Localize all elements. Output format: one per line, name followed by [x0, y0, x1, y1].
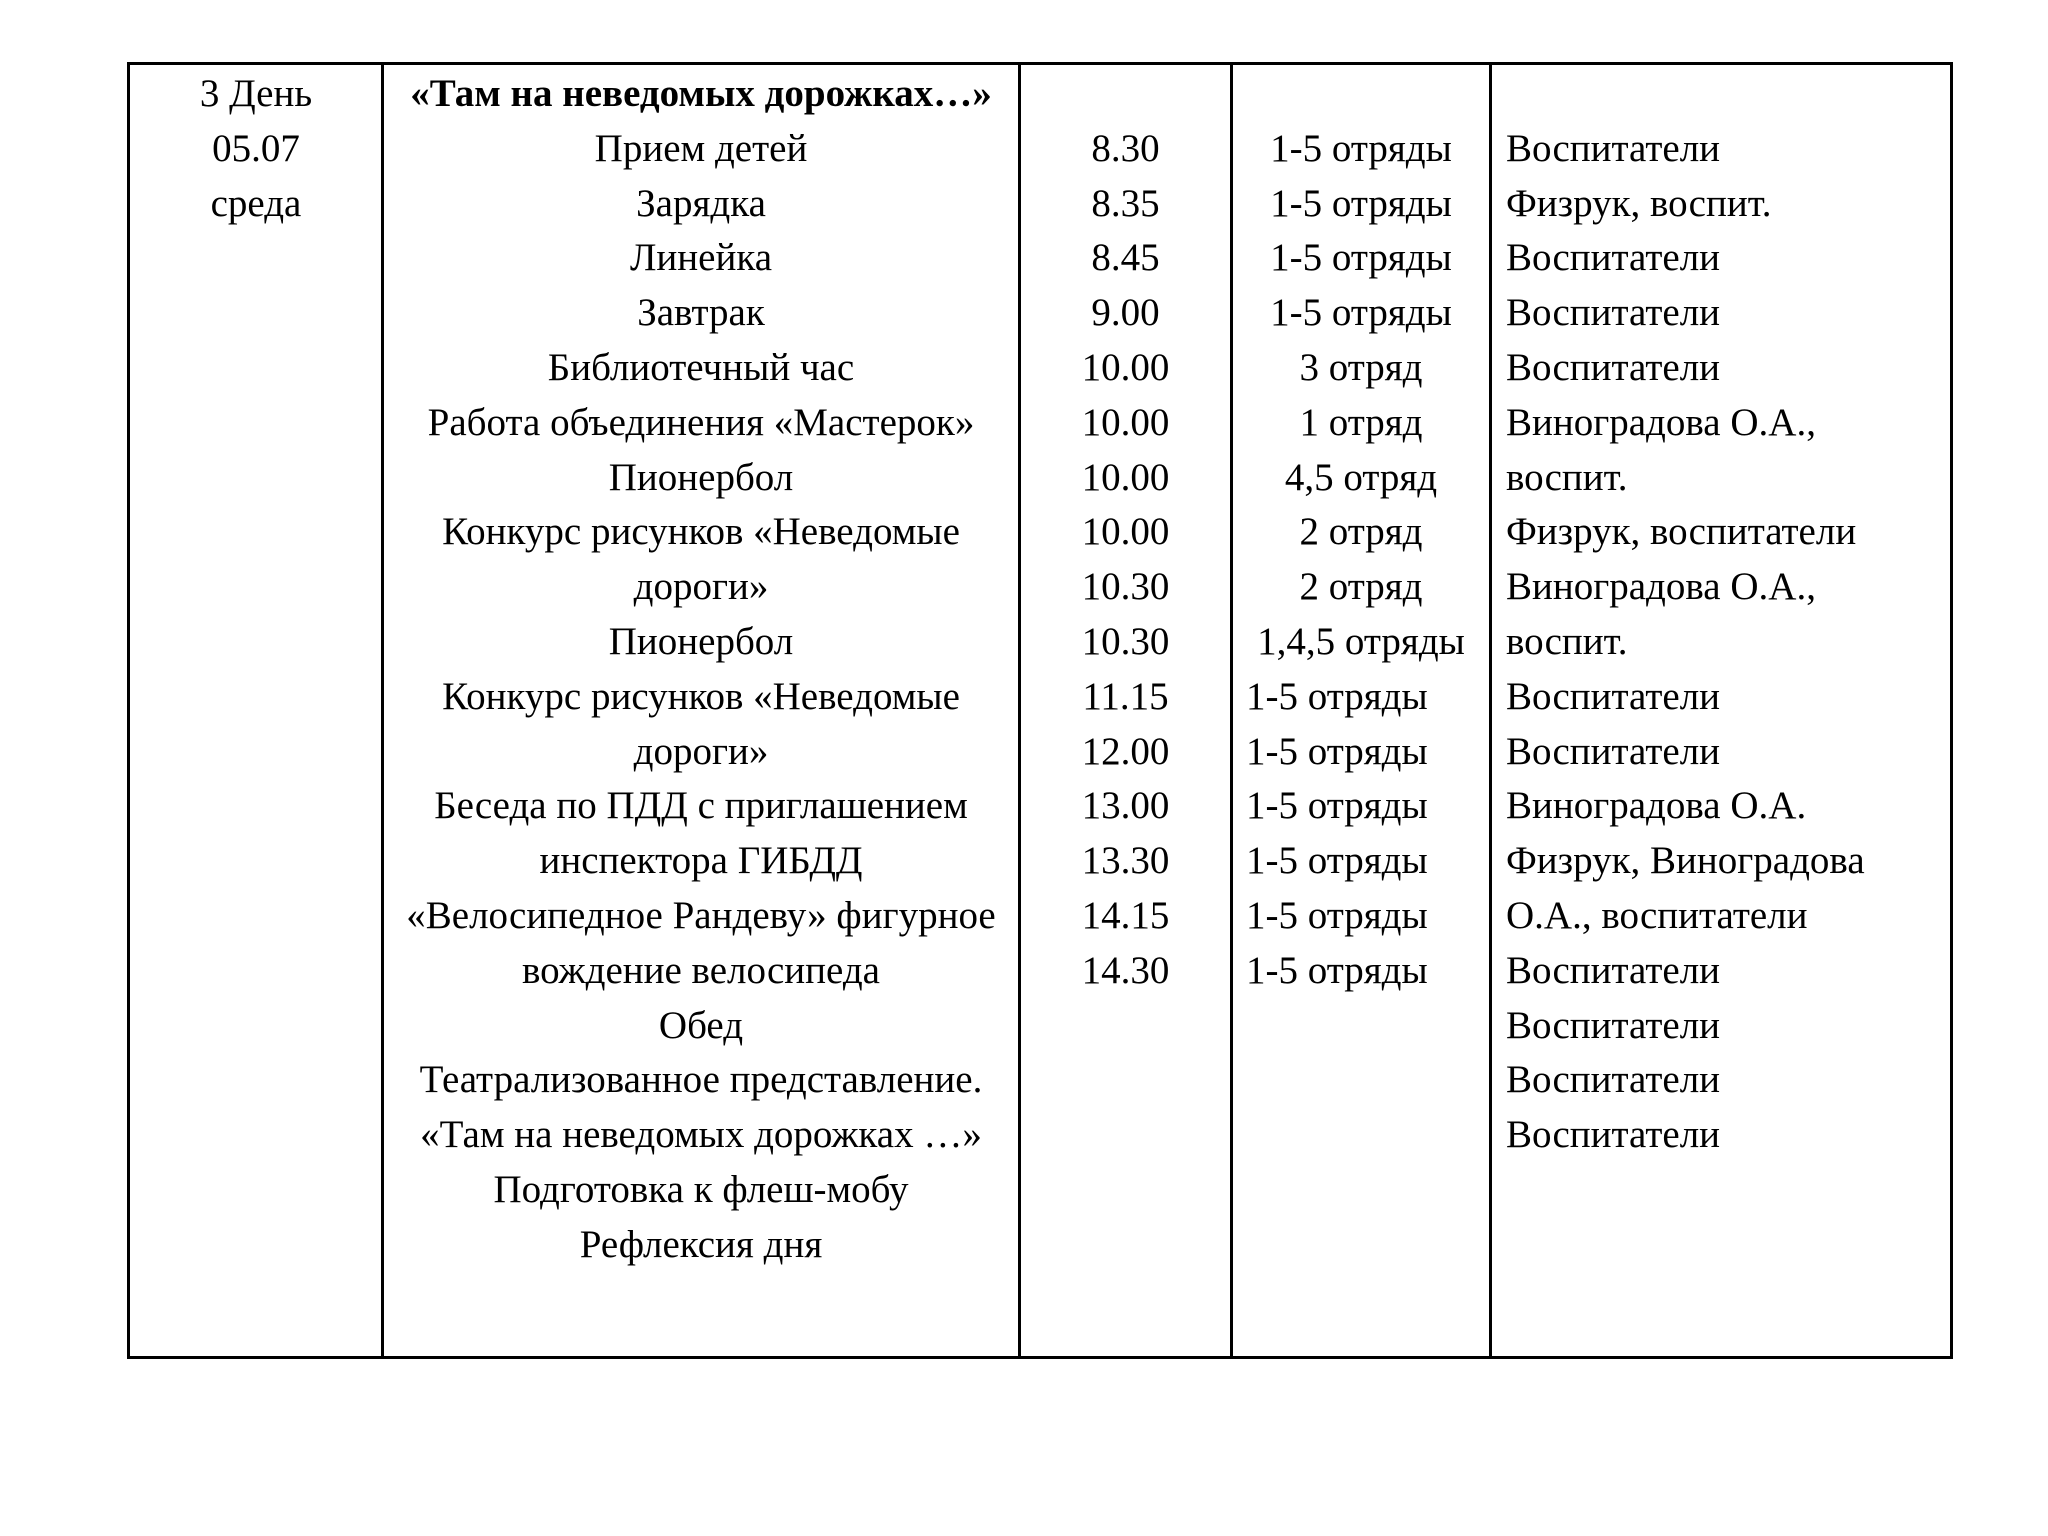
responsible-cell: воспит.	[1506, 455, 1628, 499]
responsible-cell: Воспитатели	[1506, 236, 1721, 280]
time-cell: 8.45	[1091, 236, 1160, 280]
responsible-cell: Воспитатели	[1506, 729, 1721, 773]
activity-line: инспектора ГИБДД	[539, 839, 863, 883]
group-cell: 1-5 отряды	[1246, 839, 1428, 883]
day-number: 3 День	[199, 72, 313, 115]
responsible-cell: Физрук, Виноградова	[1506, 839, 1865, 883]
activity-line: Прием детей	[594, 126, 808, 170]
group-cell: 1 отряд	[1299, 400, 1423, 444]
responsible-cell: Воспитатели	[1506, 291, 1721, 335]
activities-list	[384, 122, 1018, 1273]
group-cell: 3 отряд	[1299, 345, 1423, 389]
group-cell: 2 отряд	[1299, 565, 1423, 609]
responsible-cell: Физрук, воспитатели	[1506, 510, 1857, 554]
responsible-cell: Воспитатели	[1506, 948, 1721, 992]
time-cell: 10.30	[1081, 565, 1170, 609]
time-cell: 8.35	[1091, 181, 1160, 225]
activity-line: Конкурс рисунков «Неведомые	[442, 510, 960, 554]
activity-line: Обед	[658, 1003, 744, 1047]
activity-line: дороги»	[633, 729, 769, 773]
responsible-cell: воспит.	[1506, 619, 1628, 663]
group-cell: 1,4,5 отряды	[1257, 619, 1465, 663]
activity-line: вождение велосипеда	[521, 948, 880, 992]
time-cell: 11.15	[1082, 674, 1169, 718]
activity-line: Зарядка	[636, 181, 766, 225]
time-cell: 10.30	[1081, 619, 1170, 663]
responsible-cell: Виноградова О.А.,	[1506, 400, 1816, 444]
activity-line: Рефлексия дня	[579, 1222, 823, 1266]
day-theme-title: «Там на неведомых дорожках…»	[410, 72, 992, 115]
day-weekday: среда	[210, 181, 302, 225]
time-cell: 10.00	[1081, 455, 1170, 499]
responsible-cell: Воспитатели	[1506, 674, 1721, 718]
responsible-column	[1489, 65, 1950, 1356]
group-cell: 4,5 отряд	[1284, 455, 1438, 499]
activity-line: Работа объединения «Мастерок»	[427, 400, 975, 444]
group-cell: 1-5 отряды	[1246, 674, 1428, 718]
responsible-cell: Виноградова О.А.,	[1506, 565, 1816, 609]
groups-column	[1230, 65, 1489, 1356]
group-cell: 1-5 отряды	[1270, 181, 1452, 225]
activity-line: Подготовка к флеш-мобу	[493, 1167, 909, 1211]
activities-column	[381, 65, 1018, 1356]
responsible-cell: Виноградова О.А.	[1506, 784, 1807, 828]
group-cell: 1-5 отряды	[1246, 729, 1428, 773]
activity-line: Конкурс рисунков «Неведомые	[442, 674, 960, 718]
time-cell: 14.30	[1081, 948, 1170, 992]
activity-line: Пионербол	[608, 619, 794, 663]
group-cell: 1-5 отряды	[1270, 291, 1452, 335]
activity-line: Пионербол	[608, 455, 794, 499]
time-cell: 9.00	[1091, 291, 1160, 335]
group-cell: 1-5 отряды	[1246, 948, 1428, 992]
time-cell: 12.00	[1081, 729, 1170, 773]
group-cell: 1-5 отряды	[1270, 126, 1452, 170]
activity-line: Театрализованное представление.	[419, 1058, 983, 1102]
time-cell: 8.30	[1091, 126, 1160, 170]
times-column	[1018, 65, 1230, 1356]
day-column	[130, 65, 382, 1356]
activity-line: Завтрак	[637, 291, 765, 335]
activity-line: Библиотечный час	[547, 345, 855, 389]
time-cell: 10.00	[1081, 400, 1170, 444]
time-cell: 10.00	[1081, 345, 1170, 389]
responsible-cell: Воспитатели	[1506, 345, 1721, 389]
responsible-cell: Физрук, воспит.	[1506, 181, 1772, 225]
activity-line: «Там на неведомых дорожках …»	[420, 1113, 982, 1157]
time-cell: 10.00	[1081, 510, 1170, 554]
time-cell: 13.30	[1081, 839, 1170, 883]
schedule-table	[127, 62, 1953, 1359]
group-cell: 1-5 отряды	[1246, 893, 1428, 937]
activity-line: Линейка	[629, 236, 773, 280]
group-cell: 1-5 отряды	[1270, 236, 1452, 280]
activity-line: дороги»	[633, 565, 769, 609]
time-cell: 14.15	[1081, 893, 1170, 937]
time-cell: 13.00	[1081, 784, 1170, 828]
responsible-cell: Воспитатели	[1506, 1113, 1721, 1157]
activity-line: «Велосипедное Рандеву» фигурное	[406, 893, 996, 937]
day-date: 05.07	[212, 126, 300, 170]
group-cell: 2 отряд	[1299, 510, 1423, 554]
group-cell: 1-5 отряды	[1246, 784, 1428, 828]
responsible-cell: О.А., воспитатели	[1506, 893, 1808, 937]
responsible-cell: Воспитатели	[1506, 1058, 1721, 1102]
activity-line: Беседа по ПДД с приглашением	[434, 784, 968, 828]
responsible-cell: Воспитатели	[1506, 126, 1721, 170]
responsible-cell: Воспитатели	[1506, 1003, 1721, 1047]
